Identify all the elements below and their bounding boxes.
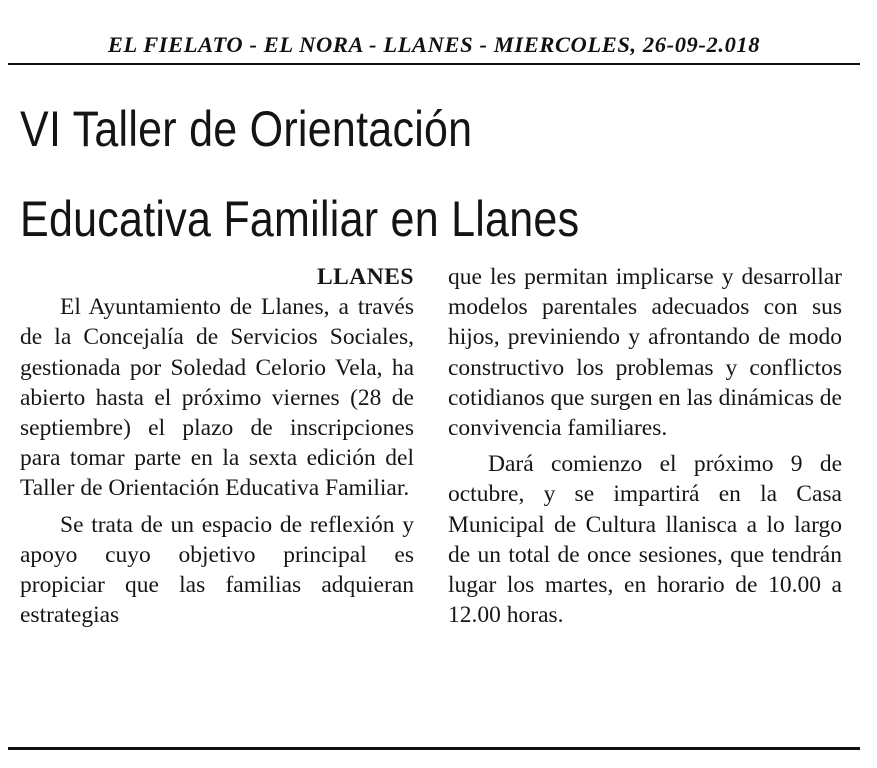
headline-line-2: Educativa Familiar en Llanes bbox=[20, 191, 580, 247]
article-column-right bbox=[448, 262, 842, 636]
paragraph-3: Dará comienzo el próximo 9 de octubre, y se impartirá en la Casa Municipal de Cultura llanisca a lo largo de un total de once sesiones, que tendrán lugar los martes, en horario de 10.00 a 12.00 horas. bbox=[448, 451, 842, 629]
paragraph-1: El Ayuntamiento de Llanes, a través de la Concejalía de Servicios Sociales, gestionada por Soledad Celorio Vela, ha abierto hasta el próximo viernes (28 de septiembre) el plazo de inscripciones para tomar parte en la sexta edición del Taller de Orientación Educativa Familiar. bbox=[20, 294, 414, 502]
bottom-rule bbox=[8, 747, 860, 750]
dateline: LLANES bbox=[316, 264, 414, 290]
paragraph-2: Se trata de un espacio de reflexión y apoyo cuyo objetivo principal es propiciar que las familias adquieran estrategias bbox=[20, 511, 414, 629]
paragraph-2-continued: que les permitan implicarse y desarrollar modelos parentales adecuados con sus hijos, previniendo y afrontando de modo constructivo los problemas y conflictos cotidianos que surgen en las dinámicas de convivencia familiares. bbox=[448, 264, 842, 442]
headline-line-1: VI Taller de Orientación bbox=[20, 101, 473, 157]
masthead-rule bbox=[8, 63, 860, 65]
headline bbox=[20, 84, 734, 264]
masthead: EL FIELATO - EL NORA - LLANES - MIERCOLES, 26-09-2.018 bbox=[107, 32, 761, 57]
article-column-left bbox=[20, 262, 414, 636]
